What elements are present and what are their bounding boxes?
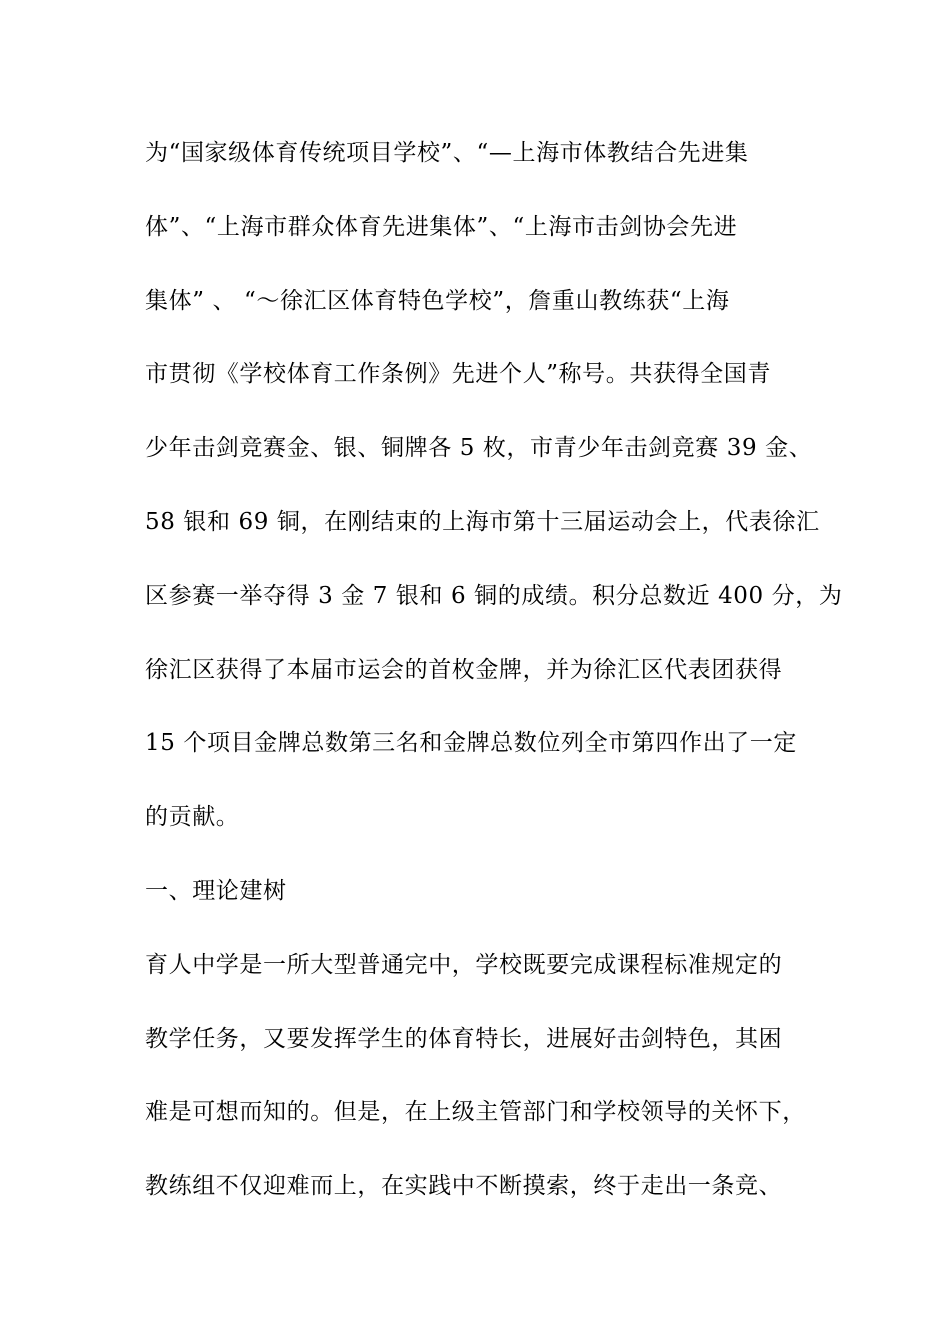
text-line: 徐汇区获得了本届市运会的首枚金牌，并为徐汇区代表团获得 bbox=[145, 656, 783, 683]
text-line: 集体” 、 “～徐汇区体育特色学校”，詹重山教练获“上海 bbox=[145, 287, 730, 314]
text-line: 15 个项目金牌总数第三名和金牌总数位列全市第四作出了一定 bbox=[145, 730, 797, 757]
text-line: 少年击剑竞赛金、银、铜牌各 5 枚，市青少年击剑竞赛 39 金、 bbox=[145, 435, 813, 462]
text-line: 区参赛一举夺得 3 金 7 银和 6 铜的成绩。积分总数近 400 分，为 bbox=[145, 582, 843, 609]
text-line: 教学任务，又要发挥学生的体育特长，进展好击剑特色，其困 bbox=[145, 1025, 783, 1052]
document-body bbox=[145, 128, 843, 1235]
text-line: 难是可想而知的。但是，在上级主管部门和学校领导的关怀下， bbox=[145, 1099, 806, 1126]
text-line: 教练组不仅迎难而上，在实践中不断摸索，终于走出一条竞、 bbox=[145, 1173, 783, 1200]
text-line: 市贯彻《学校体育工作条例》先进个人”称号。共获得全国青 bbox=[145, 361, 771, 388]
text-line: 育人中学是一所大型普通完中，学校既要完成课程标准规定的 bbox=[145, 951, 783, 978]
text-line: 的贡献。 bbox=[145, 804, 240, 831]
text-line: 体”、“上海市群众体育先进集体”、“上海市击剑协会先进 bbox=[145, 213, 738, 240]
text-line: 58 银和 69 铜，在刚结束的上海市第十三届运动会上，代表徐汇 bbox=[145, 508, 820, 535]
section-heading: 一、理论建树 bbox=[145, 877, 287, 904]
text-line: 为“国家级体育传统项目学校”、“—上海市体教结合先进集 bbox=[145, 140, 749, 166]
